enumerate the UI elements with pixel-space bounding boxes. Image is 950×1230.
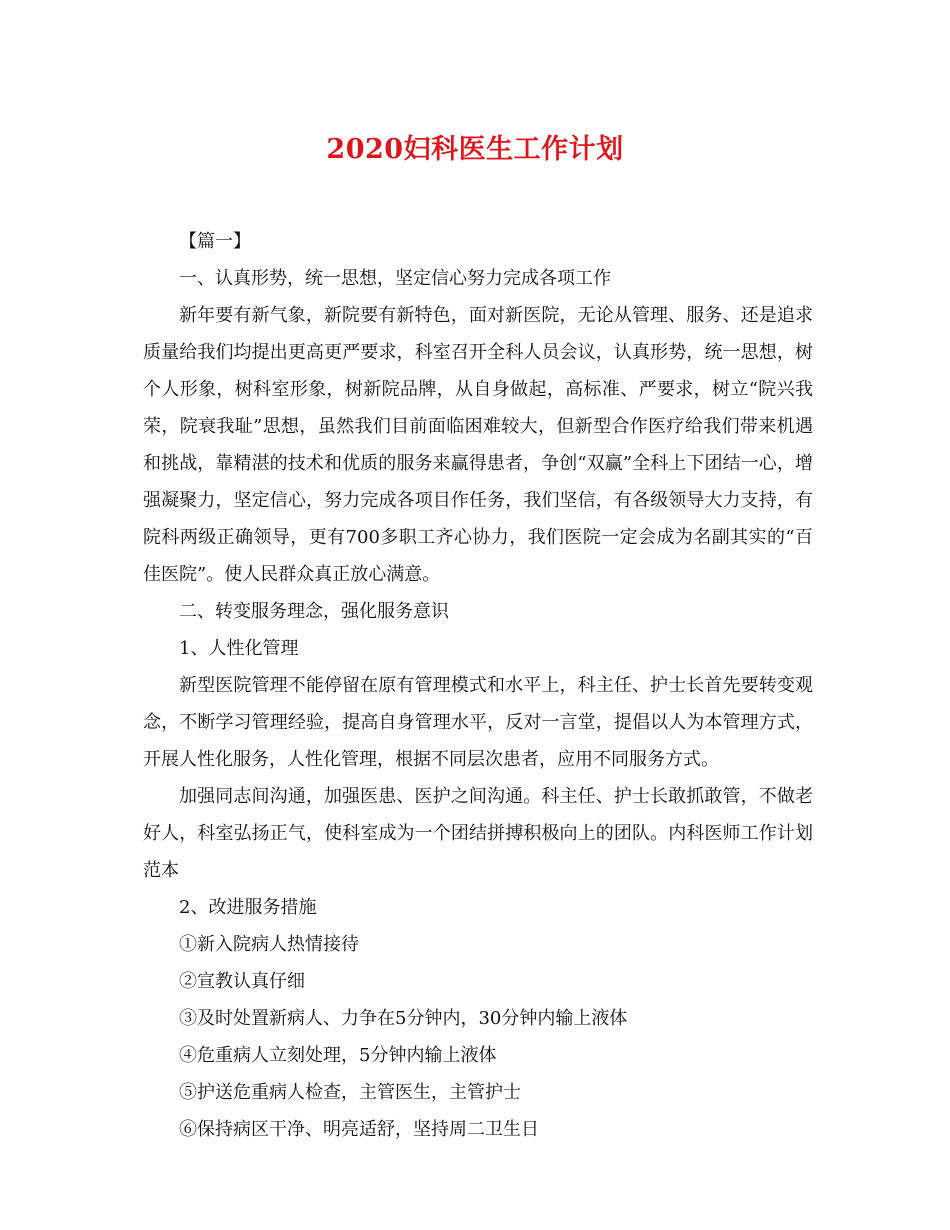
heading-2: 二、转变服务理念，强化服务意识 — [179, 601, 449, 622]
list-item: ①新入院病人热情接待 — [179, 934, 359, 955]
list-item: ④危重病人立刻处理，5分钟内输上液体 — [179, 1045, 497, 1066]
list-item: ⑥保持病区干净、明亮适舒，坚持周二卫生日 — [179, 1119, 539, 1140]
subheading-1: 1、人性化管理 — [179, 638, 299, 659]
paragraph-3: 加强同志间沟通，加强医患、医护之间沟通。科主任、护士长敢抓敢管，不做老好人，科室弘扬正气，使科室成为一个团结拼搏积极向上的团队。内科医师工作计划范本 — [143, 786, 813, 881]
list-item: ⑤护送危重病人检查，主管医生，主管护士 — [179, 1082, 521, 1103]
subheading-2: 2、改进服务措施 — [179, 897, 317, 918]
heading-1: 一、认真形势，统一思想，坚定信心努力完成各项工作 — [179, 268, 611, 289]
list-item: ③及时处置新病人、力争在5分钟内，30分钟内输上液体 — [179, 1008, 628, 1029]
document-title: 2020妇科医生工作计划 — [326, 134, 624, 165]
paragraph-2: 新型医院管理不能停留在原有管理模式和水平上，科主任、护士长首先要转变观念，不断学习管理经验，提高自身管理水平，反对一言堂，提倡以人为本管理方式，开展人性化服务，人性化管理，根据不同层次患者，应用不同服务方式。 — [143, 675, 813, 770]
section-label: 【篇一】 — [179, 231, 251, 252]
paragraph-1: 新年要有新气象，新院要有新特色，面对新医院，无论从管理、服务、还是追求质量给我们均提出更高更严要求，科室召开全科人员会议，认真形势，统一思想，树个人形象，树科室形象，树新院品牌，从自身做起，高标准、严要求，树立“院兴我荣，院衰我耻”思想，虽然我们目前面临困难较大，但新型合作医疗给我们带来机遇和挑战，靠精湛的技术和优质的服务来赢得患者，争创“双赢”全科上下团结一心，增强凝聚力，坚定信心，努力完成各项目作任务，我们坚信，有各级领导大力支持，有院科两级正确领导，更有700多职工齐心协力，我们医院一定会成为名副其实的“百佳医院”。使人民群众真正放心满意。 — [143, 305, 813, 585]
list-item: ②宣教认真仔细 — [179, 971, 305, 992]
document-body — [143, 223, 813, 1148]
